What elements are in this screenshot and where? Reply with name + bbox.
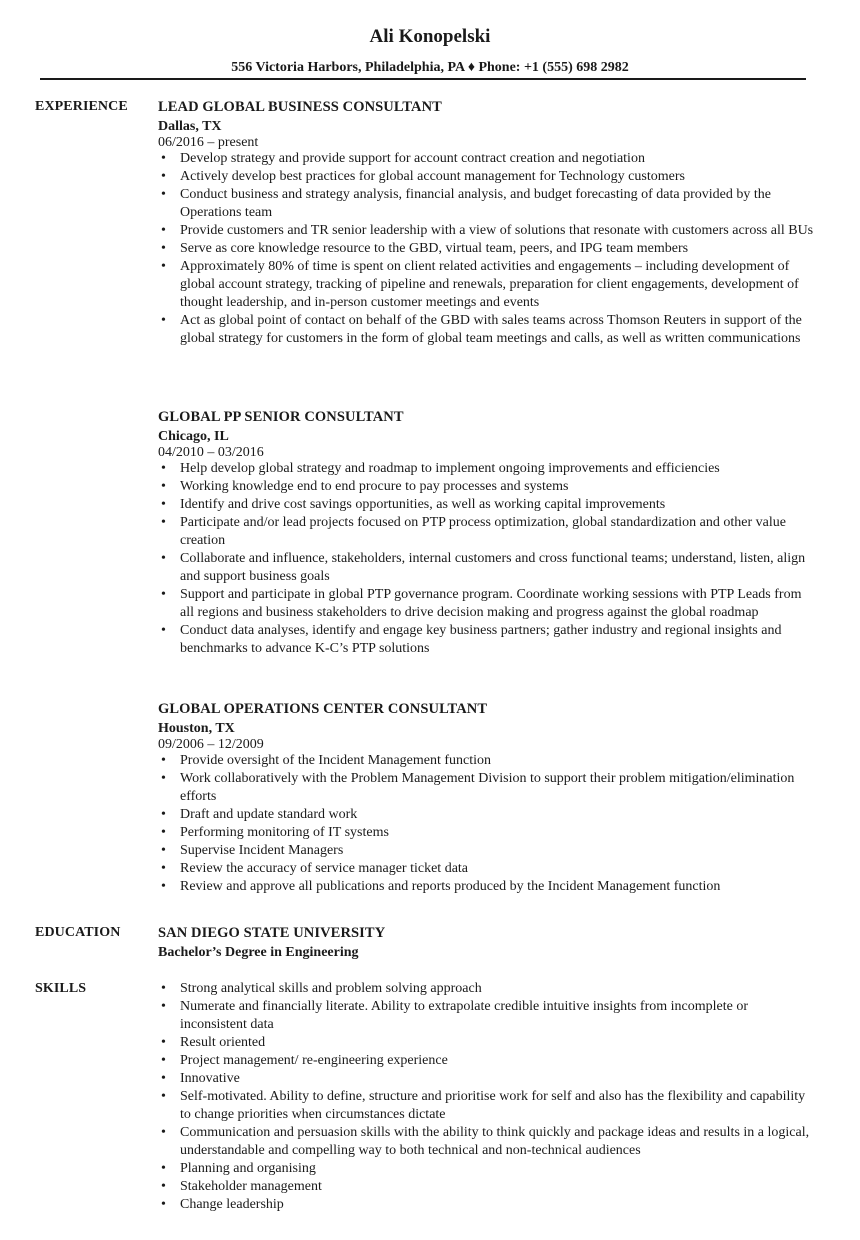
job-entry <box>158 98 818 348</box>
job-duties <box>158 460 818 658</box>
duty-item: • Conduct business and strategy analysis, financial analysis, and budget forecasting of data provided by the Operations team <box>158 186 818 222</box>
section-label-skills: SKILLS <box>35 981 87 996</box>
skill-item: • Strong analytical skills and problem solving approach <box>158 980 818 998</box>
candidate-name: Ali Konopelski <box>369 26 491 47</box>
duty-item: • Draft and update standard work <box>158 806 818 824</box>
duty-item: • Provide customers and TR senior leadership with a view of solutions that resonate with customers across all BUs <box>158 222 818 240</box>
skill-item: • Stakeholder management <box>158 1178 818 1196</box>
duty-item: • Approximately 80% of time is spent on client related activities and engagements – including development of global account strategy, tracking of pipeline and renewals, preparation for client engagements, development of thought leadership, and in-person customer meetings and events <box>158 258 818 312</box>
job-title: GLOBAL OPERATIONS CENTER CONSULTANT <box>158 701 488 717</box>
education-entry <box>158 924 818 962</box>
job-duties <box>158 752 818 896</box>
duty-item: • Work collaboratively with the Problem Management Division to support their problem mitigation/elimination efforts <box>158 770 818 806</box>
job-title: LEAD GLOBAL BUSINESS CONSULTANT <box>158 99 442 115</box>
duty-item: • Review the accuracy of service manager ticket data <box>158 860 818 878</box>
degree: Bachelor’s Degree in Engineering <box>158 945 359 960</box>
job-title: GLOBAL PP SENIOR CONSULTANT <box>158 409 404 425</box>
job-dates: 06/2016 – present <box>158 135 259 150</box>
skills-list-wrapper <box>158 980 818 1214</box>
job-dates: 09/2006 – 12/2009 <box>158 737 264 752</box>
duty-item: • Support and participate in global PTP governance program. Coordinate working sessions with PTP Leads from all regions and business stakeholders to drive decision making and progress against the global roadmap <box>158 586 818 622</box>
job-entry <box>158 700 818 896</box>
skill-item: • Self-motivated. Ability to define, structure and prioritise work for self and also has the flexibility and capability to change priorities when circumstances dictate <box>158 1088 818 1124</box>
duty-item: • Develop strategy and provide support for account contract creation and negotiation <box>158 150 818 168</box>
duty-item: • Participate and/or lead projects focused on PTP process optimization, global standardization and other value creation <box>158 514 818 550</box>
skill-item: • Numerate and financially literate. Ability to extrapolate credible intuitive insights from incomplete or inconsistent data <box>158 998 818 1034</box>
duty-item: • Serve as core knowledge resource to the GBD, virtual team, peers, and IPG team members <box>158 240 818 258</box>
job-dates: 04/2010 – 03/2016 <box>158 445 264 460</box>
section-label-education: EDUCATION <box>35 925 121 940</box>
header-divider <box>40 78 806 80</box>
duty-item: • Actively develop best practices for global account management for Technology customers <box>158 168 818 186</box>
job-location: Chicago, IL <box>158 429 229 444</box>
job-duties <box>158 150 818 348</box>
duty-item: • Collaborate and influence, stakeholders, internal customers and cross functional teams; understand, listen, align and support business goals <box>158 550 818 586</box>
duty-item: • Performing monitoring of IT systems <box>158 824 818 842</box>
skill-item: • Planning and organising <box>158 1160 818 1178</box>
skill-item: • Communication and persuasion skills with the ability to think quickly and package ideas and results in a logical, understandable and compelling way to both technical and non-technical audiences <box>158 1124 818 1160</box>
duty-item: • Working knowledge end to end procure to pay processes and systems <box>158 478 818 496</box>
job-entry <box>158 408 818 658</box>
job-location: Houston, TX <box>158 721 235 736</box>
school-name: SAN DIEGO STATE UNIVERSITY <box>158 925 386 941</box>
duty-item: • Help develop global strategy and roadmap to implement ongoing improvements and efficiencies <box>158 460 818 478</box>
duty-item: • Act as global point of contact on behalf of the GBD with sales teams across Thomson Reuters in support of the global strategy for customers in the form of global team meetings and calls, as well as written communications <box>158 312 818 348</box>
contact-line: 556 Victoria Harbors, Philadelphia, PA ♦ Phone: +1 (555) 698 2982 <box>231 60 629 75</box>
skill-item: • Project management/ re-engineering experience <box>158 1052 818 1070</box>
skills-list <box>158 980 818 1214</box>
skill-item: • Innovative <box>158 1070 818 1088</box>
duty-item: • Supervise Incident Managers <box>158 842 818 860</box>
duty-item: • Provide oversight of the Incident Management function <box>158 752 818 770</box>
duty-item: • Review and approve all publications and reports produced by the Incident Management function <box>158 878 818 896</box>
duty-item: • Conduct data analyses, identify and engage key business partners; gather industry and regional insights and benchmarks to advance K-C’s PTP solutions <box>158 622 818 658</box>
skill-item: • Result oriented <box>158 1034 818 1052</box>
duty-item: • Identify and drive cost savings opportunities, as well as working capital improvements <box>158 496 818 514</box>
skill-item: • Change leadership <box>158 1196 818 1214</box>
job-location: Dallas, TX <box>158 119 222 134</box>
section-label-experience: EXPERIENCE <box>35 99 128 114</box>
